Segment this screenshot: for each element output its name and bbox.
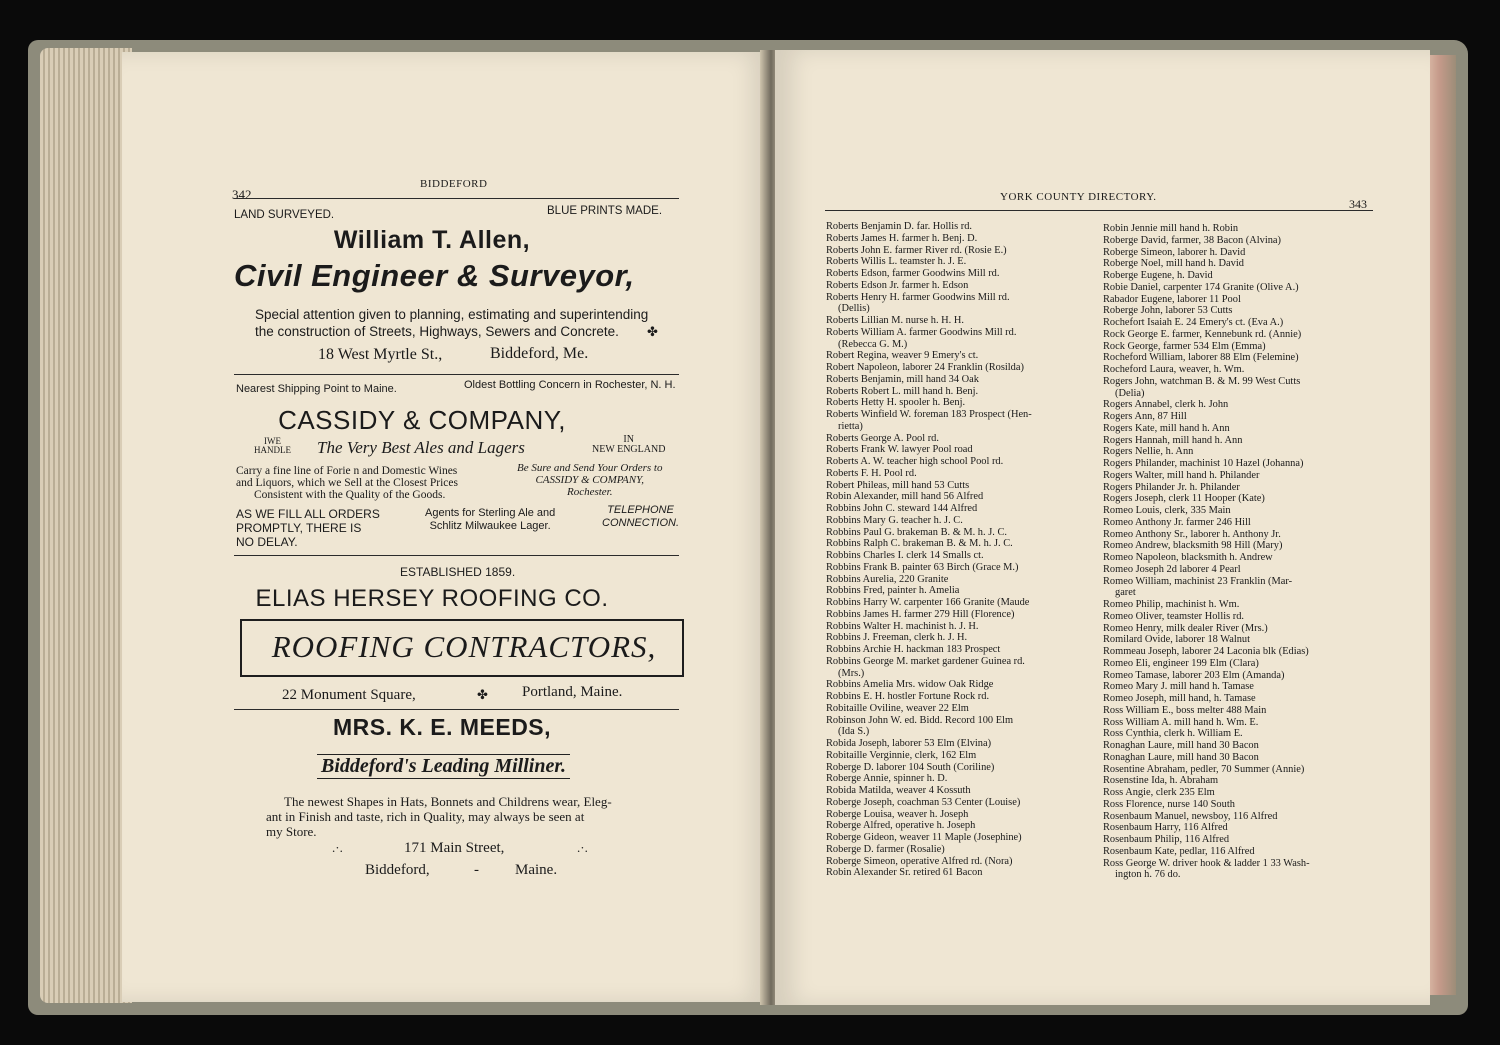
meeds-desc-line: ant in Finish and taste, rich in Quality, may always be seen at xyxy=(266,809,585,824)
meeds-name: MRS. K. E. MEEDS, xyxy=(332,714,552,740)
right-page-edges xyxy=(1428,55,1456,995)
hersey-title-box xyxy=(240,619,684,677)
directory-entry: Rogers Walter, mill hand h. Philander xyxy=(1103,469,1260,481)
header-rule xyxy=(825,210,1373,211)
directory-entry: Robbins Charles I. clerk 14 Smalls ct. xyxy=(826,550,984,561)
directory-entry: Romeo Tamase, laborer 203 Elm (Amanda) xyxy=(1103,669,1285,681)
cassidy-agents xyxy=(425,507,555,533)
hersey-established: ESTABLISHED 1859. xyxy=(400,565,516,579)
directory-entry: Robbins Amelia Mrs. widow Oak Ridge xyxy=(826,679,994,691)
directory-entry: Roberts Henry H. farmer Goodwins Mill rd. xyxy=(826,291,1010,303)
directory-entry: Roberts F. H. Pool rd. xyxy=(826,467,917,479)
allen-title: Civil Engineer & Surveyor, xyxy=(234,258,635,293)
directory-entry: Robbins J. Freeman, clerk h. J. H. xyxy=(826,632,968,644)
hersey-title: ROOFING CONTRACTORS, xyxy=(271,629,657,664)
header-rule xyxy=(234,198,679,199)
besure-line: Be Sure and Send Your Orders to xyxy=(517,462,663,474)
besure-line: Rochester. xyxy=(566,486,613,498)
running-head-left: BIDDEFORD xyxy=(420,178,488,190)
directory-entry: Rogers Ann, 87 Hill xyxy=(1103,411,1187,422)
ad-divider xyxy=(234,374,679,375)
meeds-address: 171 Main Street, xyxy=(404,840,505,856)
directory-entry: Ronaghan Laure, mill hand 30 Bacon xyxy=(1103,740,1259,751)
directory-entry: Robbins George M. market gardener Guinea rd. xyxy=(826,655,1025,667)
directory-entry: rietta) xyxy=(838,420,863,432)
cassidy-left-note: Nearest Shipping Point to Maine. xyxy=(236,383,397,395)
directory-entry: Rosenbaum Manuel, newsboy, 116 Alfred xyxy=(1103,810,1278,822)
fleuron-ornament: ✤ xyxy=(477,687,488,702)
carry-line: and Liquors, which we Sell at the Closest Prices xyxy=(236,477,458,489)
directory-entry: Roberts Hetty H. spooler h. Benj. xyxy=(826,397,966,409)
directory-entry: Roberge David, farmer, 38 Bacon (Alvina) xyxy=(1103,234,1281,246)
directory-entry: Romeo Oliver, teamster Hollis rd. xyxy=(1103,610,1244,622)
directory-entry: Ross Angie, clerk 235 Elm xyxy=(1103,787,1215,798)
directory-entry: Roberts Benjamin, mill hand 34 Oak xyxy=(826,373,979,385)
directory-entry: Roberge Joseph, coachman 53 Center (Louise) xyxy=(826,796,1021,808)
directory-entry: Roberts Benjamin D. far. Hollis rd. xyxy=(826,221,973,232)
running-head-right: YORK COUNTY DIRECTORY. xyxy=(1000,191,1157,203)
besure-line: CASSIDY & COMPANY, xyxy=(535,474,644,486)
directory-entry: (Dellis) xyxy=(838,303,870,315)
directory-entry: Romeo Anthony Jr. farmer 246 Hill xyxy=(1103,516,1251,528)
directory-entry: Roberts A. W. teacher high school Pool rd. xyxy=(826,456,1004,467)
directory-entry: Rogers Joseph, clerk 11 Hooper (Kate) xyxy=(1103,493,1265,505)
allen-name: William T. Allen, xyxy=(333,226,531,254)
directory-entry: Robin Alexander, mill hand 56 Alfred xyxy=(826,491,984,503)
tele-line: TELEPHONE xyxy=(607,504,674,516)
directory-entry: Romeo Mary J. mill hand h. Tamase xyxy=(1103,681,1254,693)
directory-entry: Robbins E. H. hostler Fortune Rock rd. xyxy=(826,691,990,702)
directory-entry: Roberge Simeon, operative Alfred rd. (Nora) xyxy=(826,855,1013,867)
directory-entry: Roberts James H. farmer h. Benj. D. xyxy=(826,232,978,244)
fleuron-ornament: ✤ xyxy=(647,324,658,339)
directory-entry: (Rebecca G. M.) xyxy=(838,338,908,350)
ne-bottom: NEW ENGLAND xyxy=(592,444,666,455)
left-page xyxy=(122,52,770,1002)
directory-entry: Roberge Simeon, laborer h. David xyxy=(1103,246,1246,258)
hersey-name: ELIAS HERSEY ROOFING CO. xyxy=(255,585,609,612)
directory-entry: garet xyxy=(1115,587,1136,599)
directory-entry: Rock George, farmer 534 Elm (Emma) xyxy=(1103,340,1266,352)
directory-entry: Robbins John C. steward 144 Alfred xyxy=(826,503,978,514)
ad-divider xyxy=(234,709,679,710)
directory-entry: Robida Joseph, laborer 53 Elm (Elvina) xyxy=(826,738,992,749)
directory-entry: Robbins Ralph C. brakeman B. & M. h. J. C. xyxy=(826,538,1013,550)
directory-entry: Rosenbaum Harry, 116 Alfred xyxy=(1103,822,1228,834)
directory-entry: Robbins Walter H. machinist h. J. H. xyxy=(826,620,979,632)
hersey-city: Portland, Maine. xyxy=(522,684,623,700)
directory-entry: (Mrs.) xyxy=(838,667,865,679)
directory-entry: Robitaille Verginnie, clerk, 162 Elm xyxy=(826,749,977,761)
fill-line: AS WE FILL ALL ORDERS xyxy=(236,507,380,521)
directory-entry: Rogers Kate, mill hand h. Ann xyxy=(1103,422,1230,434)
cassidy-order-text xyxy=(517,462,662,498)
allen-top-left-note: LAND SURVEYED. xyxy=(234,209,335,221)
agents-line: Agents for Sterling Ale and xyxy=(425,507,556,519)
directory-entry: Robbins James H. farmer 279 Hill (Florence) xyxy=(826,608,1015,620)
cassidy-carry-text xyxy=(236,465,458,501)
fill-line: PROMPTLY, THERE IS xyxy=(236,521,362,535)
directory-entry: Rogers Philander Jr. h. Philander xyxy=(1103,481,1240,493)
directory-entry: Romeo William, machinist 23 Franklin (Mar- xyxy=(1103,575,1293,587)
cassidy-new-england-label xyxy=(592,435,665,455)
directory-entry: Robbins Frank B. painter 63 Birch (Grace M.) xyxy=(826,561,1019,573)
agents-line: Schlitz Milwaukee Lager. xyxy=(429,520,551,532)
cassidy-fill-orders xyxy=(236,507,380,549)
directory-entry: Robert Napoleon, laborer 24 Franklin (Rosilda) xyxy=(826,362,1024,373)
directory-entry: Ross William E., boss melter 488 Main xyxy=(1103,704,1267,716)
allen-top-right-note: BLUE PRINTS MADE. xyxy=(547,205,663,217)
directory-entry: Roberts William A. farmer Goodwins Mill rd. xyxy=(826,326,1017,338)
meeds-desc-line: my Store. xyxy=(266,824,317,839)
meeds-state: Maine. xyxy=(515,862,558,878)
directory-entry: Rosenbaum Philip, 116 Alfred xyxy=(1103,834,1230,845)
directory-entry: Roberts George A. Pool rd. xyxy=(826,432,939,444)
meeds-city: Biddeford, xyxy=(365,862,430,878)
directory-entry: Robbins Paul G. brakeman B. & M. h. J. C. xyxy=(826,526,1007,538)
right-page xyxy=(775,50,1430,1005)
directory-entry: Roberts Frank W. lawyer Pool road xyxy=(826,444,973,456)
directory-entry: Romilard Ovide, laborer 18 Walnut xyxy=(1103,634,1251,646)
cassidy-iwe-label xyxy=(254,437,291,455)
directory-entry: Roberge Gideon, weaver 11 Maple (Josephine) xyxy=(826,832,1022,843)
directory-column-1 xyxy=(826,221,1032,879)
directory-entry: Roberts Lillian M. nurse h. H. H. xyxy=(826,315,964,326)
directory-entry: Romeo Joseph, mill hand, h. Tamase xyxy=(1103,693,1256,704)
directory-entry: Robbins Mary G. teacher h. J. C. xyxy=(826,514,963,526)
directory-entry: Rogers Nellie, h. Ann xyxy=(1103,446,1194,458)
directory-entry: Roberge Annie, spinner h. D. xyxy=(826,773,948,785)
directory-entry: Robbins Aurelia, 220 Granite xyxy=(826,573,949,585)
directory-entry: Roberge Noel, mill hand h. David xyxy=(1103,258,1244,270)
ne-top: IN xyxy=(623,434,634,445)
directory-entry: Rogers Philander, machinist 10 Hazel (Johanna) xyxy=(1103,458,1304,469)
directory-column-2 xyxy=(1103,223,1310,881)
directory-entry: Rosentine Abraham, pedler, 70 Summer (Annie) xyxy=(1103,763,1305,775)
meeds-description xyxy=(266,794,612,839)
directory-entry: Romeo Henry, milk dealer River (Mrs.) xyxy=(1103,622,1268,634)
cassidy-right-note: Oldest Bottling Concern in Rochester, N. H. xyxy=(464,379,676,391)
directory-entry: Rock George E. farmer, Kennebunk rd. (Annie) xyxy=(1103,328,1302,340)
directory-entry: (Ida S.) xyxy=(838,726,870,738)
directory-entry: Rogers John, watchman B. & M. 99 West Cutts xyxy=(1103,375,1301,387)
directory-entry: Rosenbaum Kate, pedlar, 116 Alfred xyxy=(1103,845,1255,857)
directory-entry: Robinson John W. ed. Bidd. Record 100 Elm xyxy=(826,714,1014,726)
directory-entry: Ross George W. driver hook & ladder 1 33 Wash- xyxy=(1103,857,1310,869)
directory-entry: (Delia) xyxy=(1115,387,1145,399)
meeds-desc-line: The newest Shapes in Hats, Bonnets and Childrens wear, Eleg- xyxy=(284,794,612,809)
page-number-right: 343 xyxy=(1349,197,1367,211)
directory-entry: Roberge John, laborer 53 Cutts xyxy=(1103,305,1233,317)
allen-address: 18 West Myrtle St., xyxy=(318,346,443,363)
ad-divider xyxy=(234,555,679,556)
dot-ornament: .·. xyxy=(577,840,588,855)
directory-entry: Rogers Annabel, clerk h. John xyxy=(1103,399,1229,411)
directory-entry: Ronaghan Laure, mill hand 30 Bacon xyxy=(1103,751,1259,763)
directory-entry: Robert Regina, weaver 9 Emery's ct. xyxy=(826,350,979,362)
carry-line: Carry a fine line of Forie n and Domestic Wines xyxy=(236,465,458,477)
directory-entry: Roberts Robert L. mill hand h. Benj. xyxy=(826,385,979,397)
directory-entry: Robie Daniel, carpenter 174 Granite (Olive A.) xyxy=(1103,281,1299,293)
allen-description-line2: the construction of Streets, Highways, Sewers and Concrete. xyxy=(255,324,619,339)
directory-entry: Roberts Winfield W. foreman 183 Prospect (Hen- xyxy=(826,409,1032,420)
tele-line: CONNECTION. xyxy=(602,517,679,529)
directory-entry: Robbins Fred, painter h. Amelia xyxy=(826,585,960,597)
directory-entry: Ross Florence, nurse 140 South xyxy=(1103,798,1235,810)
directory-entry: Romeo Philip, machinist h. Wm. xyxy=(1103,599,1240,610)
directory-entry: Robida Matilda, weaver 4 Kossuth xyxy=(826,785,971,796)
directory-entry: Romeo Napoleon, blacksmith h. Andrew xyxy=(1103,552,1273,563)
directory-entry: Robbins Archie H. hackman 183 Prospect xyxy=(826,644,1001,655)
allen-description-line1: Special attention given to planning, estimating and superintending xyxy=(255,307,649,322)
directory-entry: Roberge D. farmer (Rosalie) xyxy=(826,843,945,855)
directory-entry: Rochefort Isaiah E. 24 Emery's ct. (Eva A.) xyxy=(1103,317,1284,328)
directory-entry: Romeo Anthony Sr., laborer h. Anthony Jr. xyxy=(1103,528,1281,540)
allen-city: Biddeford, Me. xyxy=(490,345,589,362)
directory-entry: Roberts Edson Jr. farmer h. Edson xyxy=(826,279,969,291)
directory-entry: Roberge Eugene, h. David xyxy=(1103,270,1213,281)
directory-entry: Rocheford Laura, weaver, h. Wm. xyxy=(1103,364,1245,375)
directory-entry: Roberts Willis L. teamster h. J. E. xyxy=(826,256,967,268)
page-edges xyxy=(40,48,132,1003)
meeds-dash: - xyxy=(474,862,479,878)
directory-entry: Roberts John E. farmer River rd. (Rosie E.) xyxy=(826,244,1007,256)
directory-entry: Robitaille Oviline, weaver 22 Elm xyxy=(826,702,969,714)
cassidy-telephone xyxy=(602,504,679,530)
directory-entry: Romeo Eli, engineer 199 Elm (Clara) xyxy=(1103,657,1259,669)
iwe-bottom: HANDLE xyxy=(254,445,291,455)
directory-entry: Roberge Louisa, weaver h. Joseph xyxy=(826,808,969,820)
iwe-top: IWE xyxy=(264,436,281,446)
carry-line: Consistent with the Quality of the Goods. xyxy=(254,489,446,501)
directory-entry: Rabador Eugene, laborer 11 Pool xyxy=(1103,293,1241,305)
dot-ornament: .·. xyxy=(332,840,343,855)
directory-entry: ington h. 76 do. xyxy=(1115,869,1181,881)
directory-entry: Robbins Harry W. carpenter 166 Granite (Maude xyxy=(826,597,1030,608)
directory-entry: Ross Cynthia, clerk h. William E. xyxy=(1103,728,1243,740)
directory-entry: Robert Phileas, mill hand 53 Cutts xyxy=(826,479,970,491)
directory-entry: Rommeau Joseph, laborer 24 Laconia blk (Edias) xyxy=(1103,646,1309,657)
meeds-title: Biddeford's Leading Milliner. xyxy=(317,754,570,779)
directory-entry: Rogers Hannah, mill hand h. Ann xyxy=(1103,434,1243,446)
directory-entry: Romeo Louis, clerk, 335 Main xyxy=(1103,505,1231,516)
hersey-address: 22 Monument Square, xyxy=(282,687,416,703)
directory-entry: Romeo Andrew, blacksmith 98 Hill (Mary) xyxy=(1103,540,1283,552)
directory-entry: Romeo Joseph 2d laborer 4 Pearl xyxy=(1103,563,1241,575)
directory-entry: Rosenstine Ida, h. Abraham xyxy=(1103,775,1219,787)
directory-entry: Ross William A. mill hand h. Wm. E. xyxy=(1103,716,1259,728)
cassidy-slogan: The Very Best Ales and Lagers xyxy=(317,438,525,457)
directory-entry: Robin Alexander Sr. retired 61 Bacon xyxy=(826,867,983,879)
directory-entry: Roberge Alfred, operative h. Joseph xyxy=(826,820,976,832)
directory-entry: Rocheford William, laborer 88 Elm (Felemine) xyxy=(1103,352,1299,364)
directory-entry: Roberge D. laborer 104 South (Coriline) xyxy=(826,761,995,773)
fill-line: NO DELAY. xyxy=(236,535,298,549)
cassidy-name: CASSIDY & COMPANY, xyxy=(278,405,566,435)
directory-entry: Roberts Edson, farmer Goodwins Mill rd. xyxy=(826,268,1000,279)
page-number-left: 342 xyxy=(232,187,252,202)
directory-entry: Robin Jennie mill hand h. Robin xyxy=(1103,223,1239,234)
